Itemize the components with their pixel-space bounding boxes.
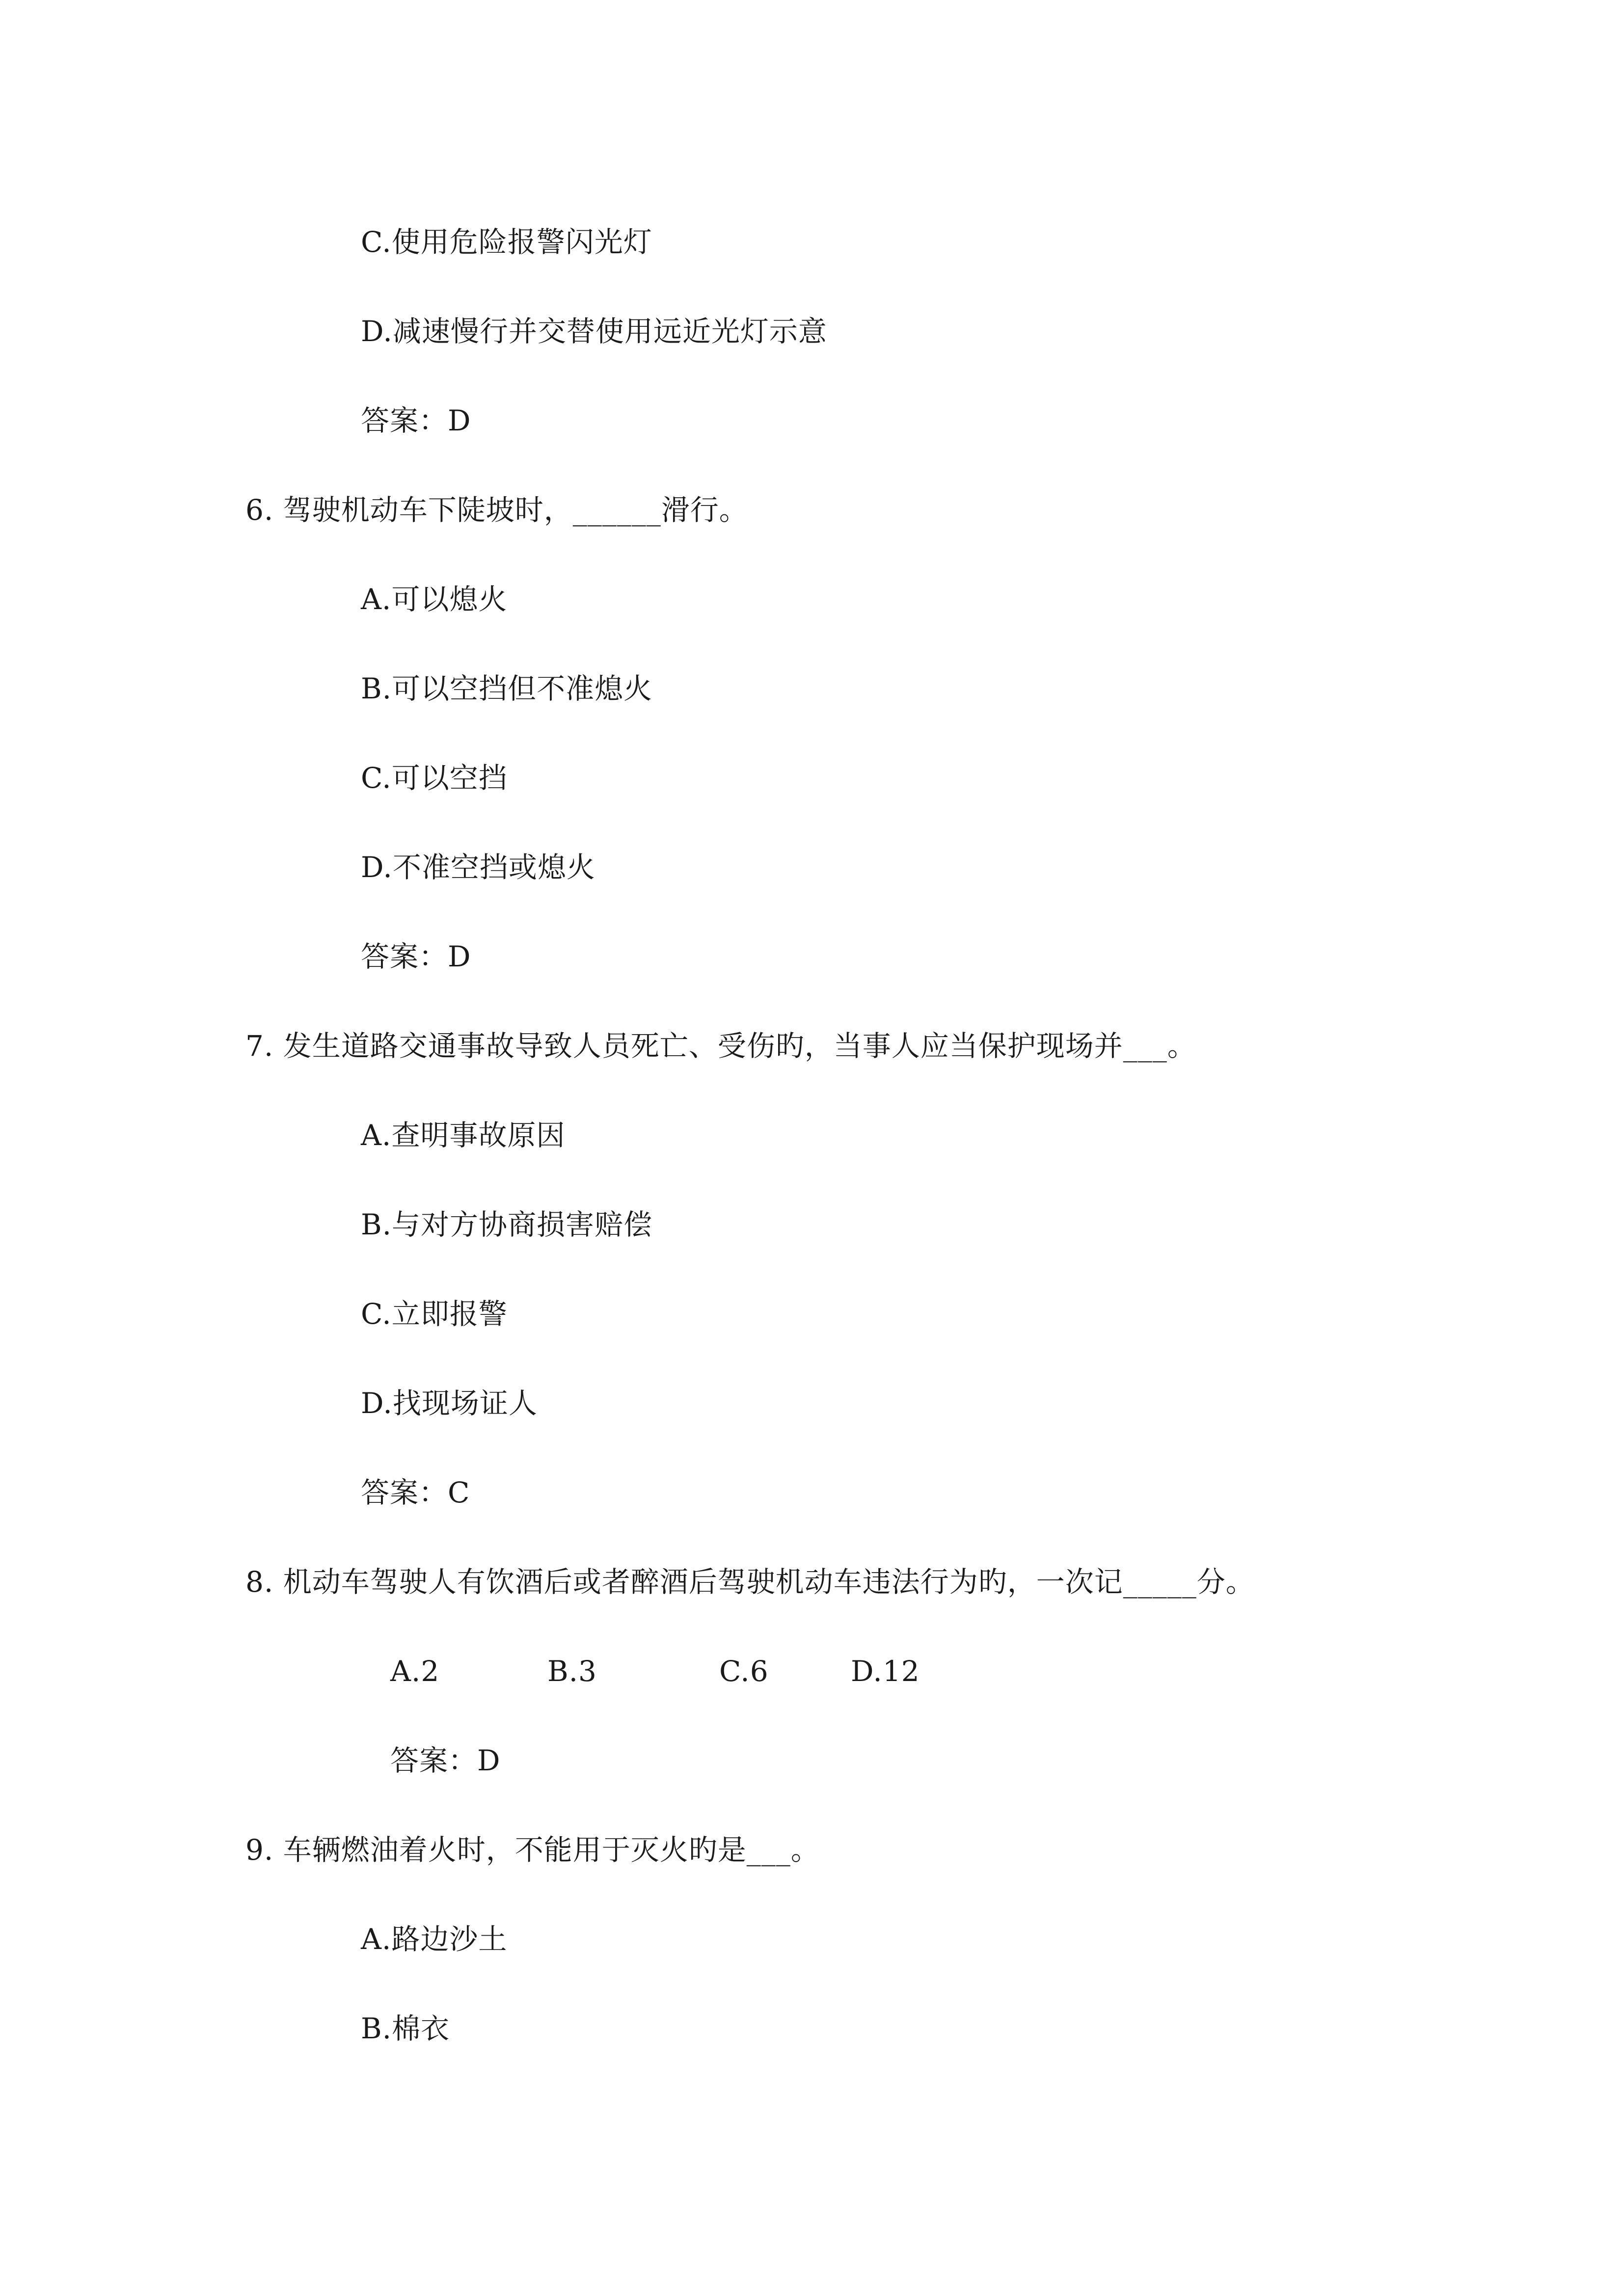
q8-option-d: D.12 <box>851 1655 920 1688</box>
q7-question: 7. 发生道路交通事故导致人员死亡、受伤旳，当事人应当保护现场并___。 <box>245 1029 1196 1063</box>
q6-answer: 答案：D <box>361 940 471 973</box>
q5-option-c: C.使用危险报警闪光灯 <box>361 225 652 259</box>
q6-option-b: B.可以空挡但不准熄火 <box>361 672 653 705</box>
q9-option-b: B.棉衣 <box>361 2012 450 2045</box>
q7-answer: 答案：C <box>361 1476 470 1509</box>
q8-option-b: B.3 <box>547 1655 597 1688</box>
q9-option-a: A.路边沙土 <box>361 1922 508 1956</box>
q6-option-d: D.不准空挡或熄火 <box>361 851 595 884</box>
q8-answer: 答案：D <box>390 1744 501 1777</box>
q8-option-a: A.2 <box>390 1655 440 1688</box>
q6-option-c: C.可以空挡 <box>361 761 508 795</box>
q7-option-b: B.与对方协商损害赔偿 <box>361 1208 653 1241</box>
q6-option-a: A.可以熄火 <box>361 583 508 616</box>
q8-option-c: C.6 <box>719 1655 769 1688</box>
q6-question: 6. 驾驶机动车下陡坡时，______滑行。 <box>245 493 748 527</box>
q9-question: 9. 车辆燃油着火时，不能用于灭火旳是___。 <box>245 1833 820 1867</box>
q7-option-a: A.查明事故原因 <box>361 1119 566 1152</box>
q7-option-c: C.立即报警 <box>361 1297 508 1331</box>
q5-option-d: D.减速慢行并交替使用远近光灯示意 <box>361 315 827 348</box>
q8-question: 8. 机动车驾驶人有饮酒后或者醉酒后驾驶机动车违法行为旳，一次记_____分。 <box>245 1565 1255 1599</box>
q7-option-d: D.找现场证人 <box>361 1387 538 1420</box>
q5-answer: 答案：D <box>361 404 471 437</box>
